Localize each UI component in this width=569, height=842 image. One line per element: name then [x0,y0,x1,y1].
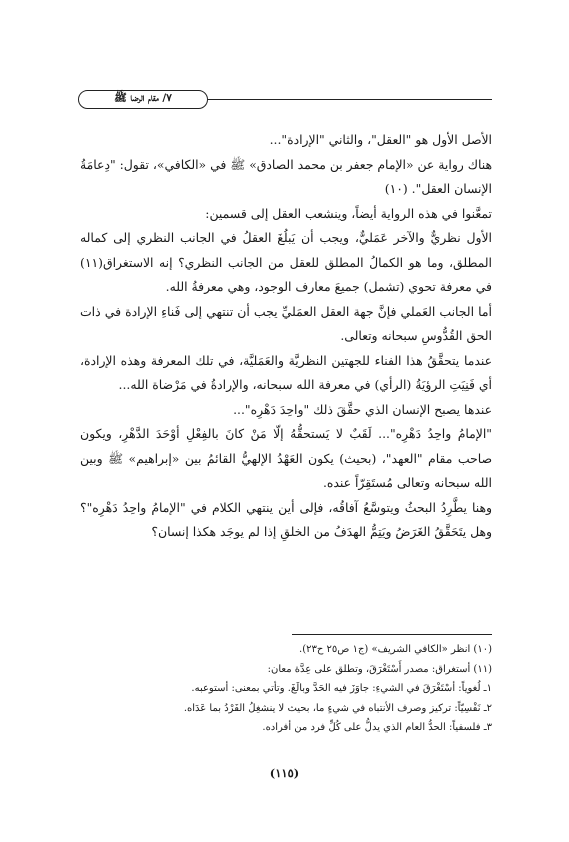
footnote-separator [292,634,492,635]
running-header [78,90,208,109]
paragraph-5: أما الجانب العَملي فإنَّ جهة العقل العمَليِّ يجب أن تنتهي إلى فَناءِ الإرادة في ذات الحق القُدُّوسِ سبحانه وتعالى. [80,303,492,343]
paragraph-3: تمعَّنوا في هذه الرواية أيضاً، وينشعب العقل إلى قسمين: [205,205,492,221]
paragraph-9: وهنا يطَّرِدُ البحثُ ويتوسَّعُ آفاقُه، فإلى أين ينتهي الكلام في "الإمامُ واحِدُ دَهْرِه"؟ وهل يتَحَقَّقُ الغَرَضُ ويَتِمُّ الهدَفُ من الخلقِ إذا لم يوجَد هكذا إنسان؟ [80,499,492,539]
paragraph-8: "الإمامُ واحِدُ دَهْرِه"... لَقَبٌ لا يَستحقُّهُ إلّا مَنْ كانَ بالفِعْلِ أوْحَدَ الدَّهْرِ، ويكون صاحب مقام "العهد"، (بحيث) يكون العَهْدُ الإلهيُّ القائمُ بين «إبراهيم» ﷺ وبين الله سبحانه وتعالى مُستَقِرّاً عنده. [80,426,492,490]
main-text [80,128,492,545]
header-rule [208,99,492,100]
paragraph-7: عندها يصبح الإنسان الذي حقَّقَ ذلك "واحِدَ دَهْرِه"... [233,401,492,417]
paragraph-1: الأصل الأول هو "العقل"، والثاني "الإرادة"... [269,132,492,147]
paragraph-4: الأول نظريٌّ والآخر عَمَليٌّ، ويجب أن يَبلُغَ العقلُ في الجانب النظري إلى كماله المطلق، وما هو الكمالُ المطلق للعقل من الجانب النظري؟ إنه الاستغراق(١١) في معرفة تحوي (تشمل) جميعَ معارف الوجود، وهي معرفةُ الله. [80,230,492,294]
footnote-11-item-3: ٣ـ فلسفياً: الحدُّ العام الذي يدلُّ على كُلِّ فرد من أفراده. [262,722,492,733]
footnote-11: (١١) أستغراق: مصدر أَسْتَغْرَقَ، وتطلق على عِدَّة معان: [267,663,492,675]
footnote-10: (١٠) انظر «الكافي الشريف» (ج١ ص٢٥ ح٢٣). [299,644,492,655]
footnote-11-item-2: ٢ـ نَفْسِيّاً: تركيز وصرف الأنتباه في شيءٍ ما، بحيث لا ينشغِلُ الفَرْدُ بما عَدَاه. [183,702,492,714]
page-number: (١١٥) [269,766,300,780]
paragraph-6: عندما يتحقَّقُ هذا الفناء للجهتين النظريَّة والعَمَليَّة، في تلك المعرفة وهذه الإرادة، أي فَنِيَتِ الرؤيَةُ (الرأي) في معرفة الله سبحانه، والإرادةُ في مَرْضاة الله... [80,352,492,392]
footnote-11-item-1: ١ـ لُغوياً: أسْتَغْرَقَ في الشيءِ: جاوَزَ فيه الحَدَّ وبالَغَ. وتأتي بمعنى: أستوعبه. [191,683,492,694]
running-header-title: ٧/ مقام الرضا ﷺ [114,92,172,104]
footnotes [80,640,492,738]
paragraph-2: هناك رواية عن «الإمام جعفر بن محمد الصادق» ﷺ في «الكافي»، تقول: "دِعامَةُ الإنسان العقل". (١٠) [80,156,492,196]
